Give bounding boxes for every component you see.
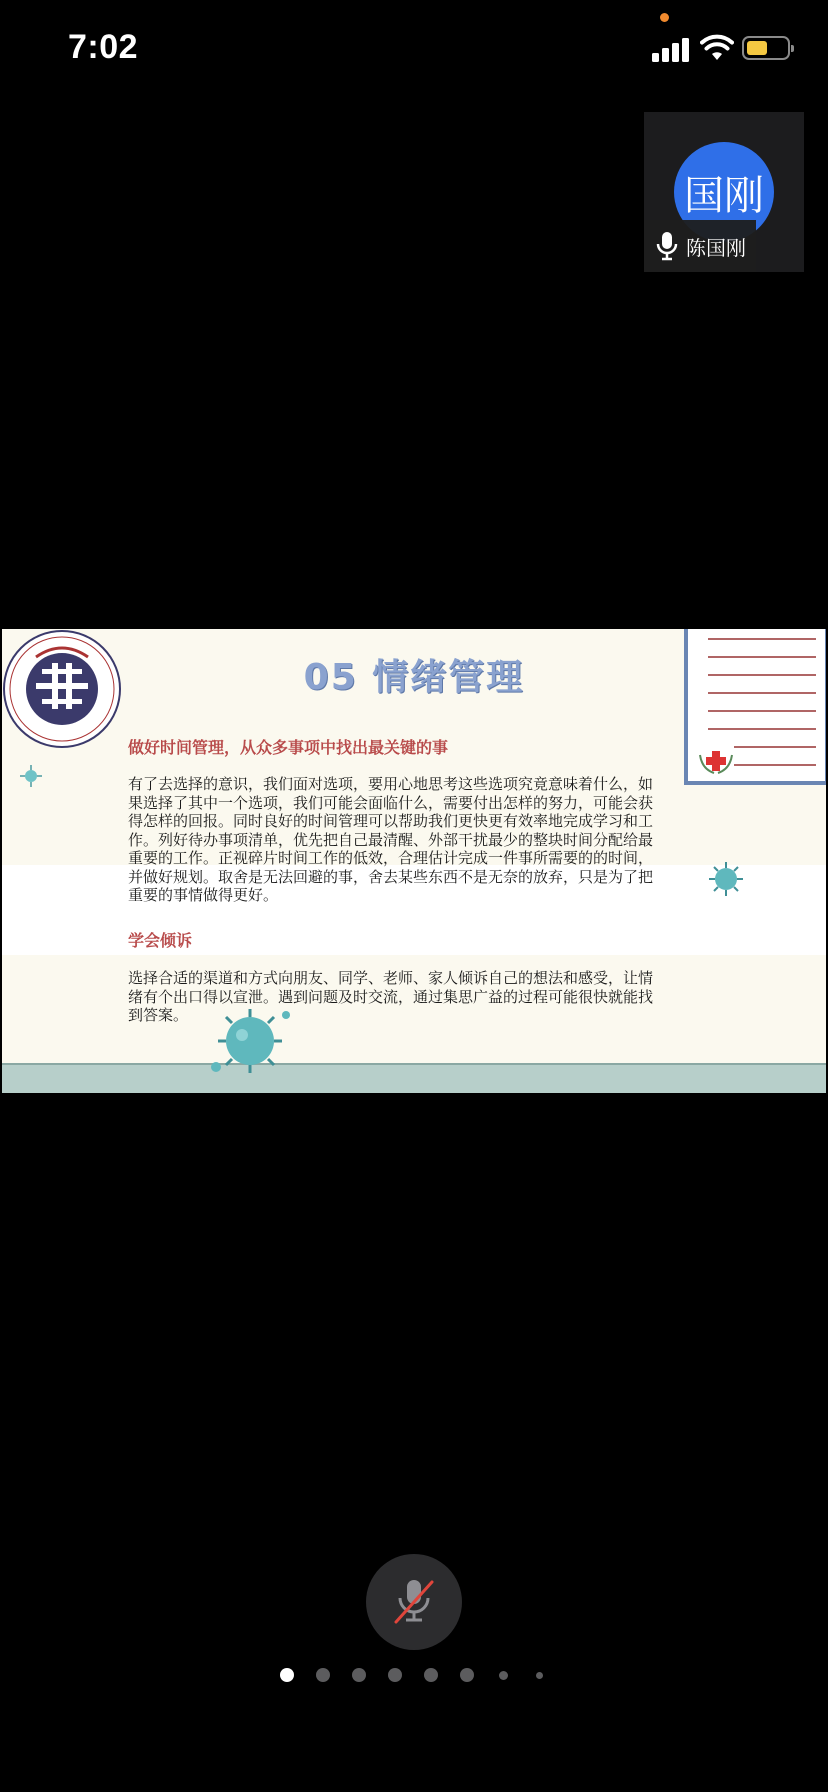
virus-icon <box>708 861 744 897</box>
page-dot-7[interactable] <box>499 1671 508 1680</box>
page-dot-1[interactable] <box>280 1668 294 1682</box>
section-heading-confide: 学会倾诉 <box>128 931 193 950</box>
virus-icon <box>20 765 42 787</box>
section-paragraph-confide: 选择合适的渠道和方式向朋友、同学、老师、家人倾诉自己的想法和感受，让情 绪有个出口得以宣泄。遇到问题及时交流，通过集思广益的过程可能很快就能找 到答案。 <box>128 969 654 1024</box>
virus-icon <box>206 1007 292 1077</box>
participant-avatar: 国刚 <box>674 142 774 242</box>
privacy-indicator-dot <box>660 13 669 22</box>
page-dot-8[interactable] <box>536 1672 543 1679</box>
wifi-icon <box>700 34 734 62</box>
page-dot-3[interactable] <box>352 1668 366 1682</box>
mic-muted-icon <box>390 1576 438 1628</box>
section-paragraph-time-management: 有了去选择的意识，我们面对选项，要用心地思考这些选项究竟意味着什么，如 果选择了其中一个选项，我们可能会面临什么，需要付出怎样的努力，可能会获 得怎样的回报。同时良好的时间管理可以帮助我们更快更有效率地完成学习和工 作。列好待办事项清单，优先把自己最清醒、外部干扰最少的整块时间分配给最 重要的工作。正视碎片时间工作的低效，合理估计完成一件事所需要的的时间， 并做好规划。取舍是无法回避的事，舍去某些东西不是无奈的放弃，只是为了把 重要的事情做得更好。 <box>128 775 654 904</box>
slide-floor-strip <box>2 1063 826 1093</box>
shared-screen-slide[interactable] <box>2 629 826 1093</box>
microphone-icon <box>654 231 680 261</box>
clipboard-illustration <box>684 629 826 785</box>
slide-title: 05 情绪管理 <box>303 657 525 698</box>
page-dot-4[interactable] <box>388 1668 402 1682</box>
status-bar <box>0 0 828 100</box>
mute-toggle-button[interactable] <box>366 1554 462 1650</box>
page-dot-6[interactable] <box>460 1668 474 1682</box>
section-heading-time-management: 做好时间管理，从众多事项中找出最关键的事 <box>128 738 449 757</box>
page-dot-5[interactable] <box>424 1668 438 1682</box>
participant-name-bar <box>644 220 756 272</box>
participant-tile[interactable] <box>644 112 804 272</box>
participant-name: 陈国刚 <box>686 235 746 260</box>
status-time: 7:02 <box>68 28 139 66</box>
battery-icon <box>742 36 790 60</box>
page-dot-2[interactable] <box>316 1668 330 1682</box>
page-indicator[interactable] <box>0 1668 828 1688</box>
cellular-signal-icon <box>652 36 690 62</box>
